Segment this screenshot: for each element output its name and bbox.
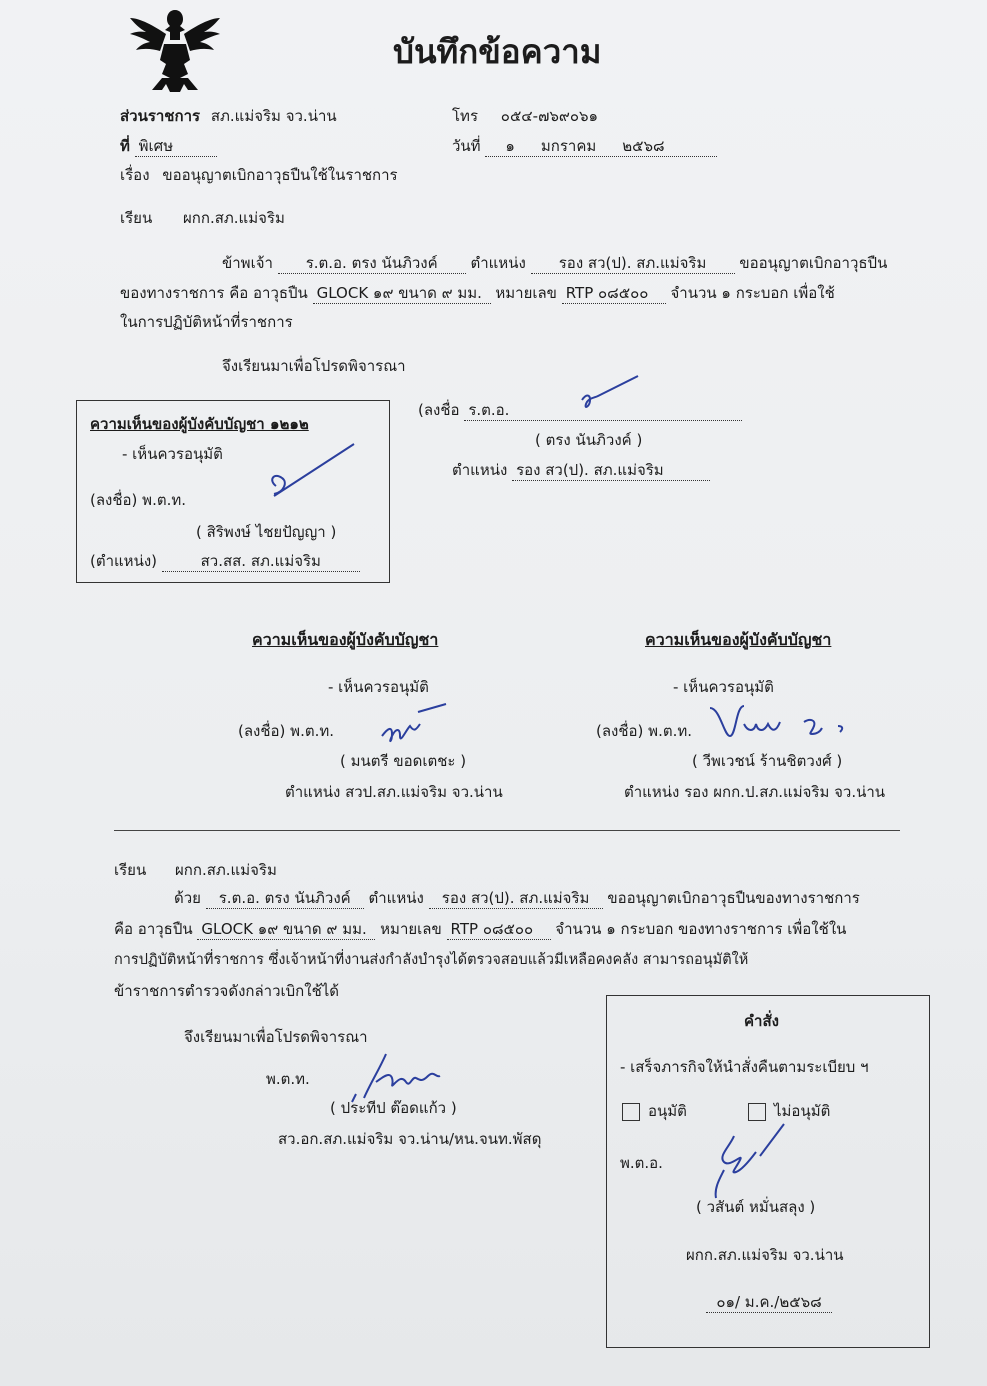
request-text: ตำแหน่ง: [470, 254, 526, 272]
request-line-2: [120, 283, 835, 304]
memo2-line-2: [114, 919, 846, 940]
order-date: [706, 1292, 832, 1313]
opinion-right-signature: [704, 700, 864, 746]
memo2-addressee-row: [114, 860, 277, 880]
requester-pos-row: [452, 460, 710, 481]
opinion-right-heading: ความเห็นของผู้บังคับบัญชา: [645, 630, 832, 649]
gun-model: GLOCK ๑๙ ขนาด ๙ มม.: [313, 283, 491, 304]
opinion-left-text: - เห็นควรอนุมัติ: [328, 678, 429, 696]
opinion-1212-signature: [246, 440, 356, 510]
ref-value: พิเศษ: [135, 136, 217, 157]
phone-row: [452, 106, 598, 126]
phone-label: โทร: [452, 107, 479, 125]
memo2-text: ด้วย: [174, 889, 201, 907]
approve-checkbox[interactable]: [622, 1103, 640, 1121]
date-row: [452, 136, 717, 157]
memo2-requester-name: ร.ต.อ. ตรง นันภิวงค์: [206, 888, 364, 909]
request-closing: จึงเรียนมาเพื่อโปรดพิจารณา: [222, 357, 406, 375]
approve-option[interactable]: [622, 1101, 687, 1121]
opinion-1212-pos-value: สว.สส. สภ.แม่จริม: [162, 551, 360, 572]
memo2-signature: [346, 1046, 476, 1106]
opinion-left-name: ( มนตรี ขอดเตชะ ): [340, 752, 467, 770]
opinion-right-text: - เห็นควรอนุมัติ: [673, 678, 774, 696]
addressee-label: เรียน: [114, 861, 147, 879]
memo2-position: สว.อก.สภ.แม่จริม จว.น่าน/หน.จนท.พัสดุ: [278, 1130, 542, 1148]
gun-serial: RTP ๐๘๕๐๐: [562, 283, 666, 304]
order-name: ( วสันต์ หมั่นสลุง ): [696, 1198, 816, 1216]
opinion-right-position: ตำแหน่ง รอง ผกก.ป.สภ.แม่จริม จว.น่าน: [624, 783, 886, 801]
memo2-text: ตำแหน่ง: [368, 889, 424, 907]
date-label: วันที่: [452, 137, 481, 155]
requester-name-sign: ( ตรง นันภิวงค์ ): [535, 431, 643, 449]
agency-label: ส่วนราชการ: [120, 107, 201, 125]
request-text: หมายเลข: [495, 284, 557, 302]
requester-name: ร.ต.อ. ตรง นันภิวงค์: [278, 253, 466, 274]
date-field: [485, 136, 717, 157]
addressee-row: [120, 208, 285, 228]
memo2-text: จำนวน ๑ กระบอก ของทางราชการ เพื่อใช้ใน: [555, 920, 847, 938]
date-month: มกราคม: [540, 137, 597, 155]
memo2-text: ขออนุญาตเบิกอาวุธปืนของทางราชการ: [607, 889, 860, 907]
memo2-requester-position: รอง สว(ป). สภ.แม่จริม: [429, 888, 603, 909]
addressee-value: ผกก.สภ.แม่จริม: [175, 861, 277, 879]
opinion-right-name: ( วีพเวชน์ ร้านชิตวงศ์ ): [692, 752, 843, 770]
requester-signature: [572, 374, 644, 414]
date-year: ๒๕๖๘: [622, 137, 665, 155]
opinion-1212-name: ( สิริพงษ์ ไชยปัญญา ): [196, 523, 337, 541]
addressee-label: เรียน: [120, 209, 153, 227]
page-title: บันทึกข้อความ: [393, 32, 602, 71]
request-text: ของทางราชการ คือ อาวุธปืน: [120, 284, 308, 302]
agency-row: [120, 106, 337, 126]
memo2-line-1: [174, 888, 860, 909]
addressee-value: ผกก.สภ.แม่จริม: [183, 209, 285, 227]
request-text: จำนวน ๑ กระบอก เพื่อใช้: [670, 284, 835, 302]
garuda-emblem-icon: [126, 4, 224, 100]
request-text: ขออนุญาตเบิกอาวุธปืน: [739, 254, 888, 272]
memo2-line-3: การปฏิบัติหน้าที่ราชการ ซึ่งเจ้าหน้าที่งานส่งกำลังบำรุงได้ตรวจสอบแล้วมีเหลือคงคลัง สามารถอนุมัติให้: [114, 952, 749, 968]
pos-label: ตำแหน่ง: [452, 461, 508, 479]
memo2-rank: พ.ต.ท.: [266, 1070, 310, 1088]
opinion-1212-sign-label: (ลงชื่อ) พ.ต.ท.: [90, 491, 186, 509]
ref-label: ที่: [120, 137, 130, 155]
requester-pos-value: รอง สว(ป). สภ.แม่จริม: [512, 460, 710, 481]
memo2-line-4: ข้าราชการตำรวจดังกล่าวเบิกใช้ได้: [114, 982, 340, 1000]
subject-value: ขออนุญาตเบิกอาวุธปืนใช้ในราชการ: [162, 166, 398, 184]
request-line-3: ในการปฏิบัติหน้าที่ราชการ: [120, 313, 293, 331]
memo2-gun-serial: RTP ๐๘๕๐๐: [447, 919, 551, 940]
section-divider: [114, 830, 900, 831]
order-signature: [700, 1120, 790, 1206]
agency-value: สภ.แม่จริม จว.น่าน: [210, 107, 337, 125]
request-text: ข้าพเจ้า: [222, 254, 273, 272]
sign-label: (ลงชื่อ: [418, 401, 460, 419]
request-line-1: [222, 253, 887, 274]
opinion-left-signature: [378, 702, 450, 746]
date-day: ๑: [505, 137, 515, 155]
pos-label: (ตำแหน่ง): [90, 552, 158, 570]
opinion-right-sign-label: (ลงชื่อ) พ.ต.ท.: [596, 722, 692, 740]
ref-row: [120, 136, 217, 157]
reject-label: ไม่อนุมัติ: [774, 1102, 831, 1120]
sign-rank: ร.ต.อ.: [468, 401, 510, 419]
opinion-1212-heading: ความเห็นของผู้บังคับบัญชา ๑๒๑๒: [90, 415, 309, 433]
memo2-closing: จึงเรียนมาเพื่อโปรดพิจารณา: [184, 1028, 368, 1046]
phone-value: ๐๕๔-๗๖๙๐๖๑: [500, 107, 599, 125]
memo2-text: คือ อาวุธปืน: [114, 920, 193, 938]
requester-position: รอง สว(ป). สภ.แม่จริม: [531, 253, 735, 274]
subject-label: เรื่อง: [120, 166, 150, 184]
order-rank: พ.ต.อ.: [620, 1154, 663, 1172]
opinion-left-heading: ความเห็นของผู้บังคับบัญชา: [252, 630, 439, 649]
reject-option[interactable]: [748, 1101, 830, 1121]
approve-label: อนุมัติ: [648, 1102, 687, 1120]
opinion-left-position: ตำแหน่ง สวป.สภ.แม่จริม จว.น่าน: [285, 783, 503, 801]
opinion-1212-text: - เห็นควรอนุมัติ: [122, 445, 223, 463]
order-date-value: ๐๑/ ม.ค./๒๕๖๘: [706, 1292, 832, 1313]
memo2-text: หมายเลข: [380, 920, 442, 938]
reject-checkbox[interactable]: [748, 1103, 766, 1121]
memo2-gun-model: GLOCK ๑๙ ขนาด ๙ มม.: [197, 919, 375, 940]
opinion-1212-pos-row: [90, 551, 360, 572]
memo2-name: ( ประทีป ต๊อดแก้ว ): [330, 1099, 457, 1117]
subject-row: [120, 165, 398, 185]
order-instruction: - เสร็จภารกิจให้นำสั่งคืนตามระเบียบ ฯ: [620, 1058, 869, 1076]
opinion-left-sign-label: (ลงชื่อ) พ.ต.ท.: [238, 722, 334, 740]
order-position: ผกก.สภ.แม่จริม จว.น่าน: [686, 1246, 844, 1264]
order-heading: คำสั่ง: [744, 1012, 779, 1030]
